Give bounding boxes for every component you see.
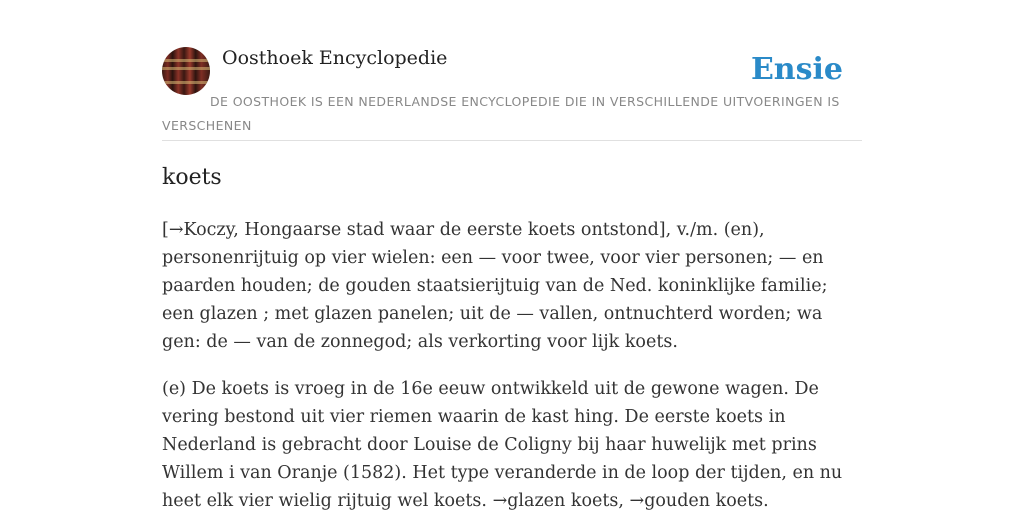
entry-description-text: (e) De koets is vroeg in de 16e eeuw ontwikkeld uit de gewone wagen. De vering bestond uit vier riemen waarin de kast hing. De eerste koets in Nederland is gebracht door Louise de Coligny bij haar huwelijk met prins Willem i van Oranje (1582). Het type veranderde in de loop der tijden, en nu heet elk vier wielig rijtuig wel koets. — [162, 379, 843, 511]
period: . — [763, 491, 769, 511]
site-title[interactable]: Oosthoek Encyclopedie — [222, 47, 448, 69]
site-tagline: DE OOSTHOEK IS EEN NEDERLANDSE ENCYCLOPEDIE DIE IN VERSCHILLENDE UITVOERINGEN IS VERSCHENEN — [162, 94, 840, 133]
entry-definition: [→Koczy, Hongaarse stad waar de eerste koets ontstond], v./m. (en), personenrijtuig op vier wielen: een — voor twee, voor vier personen; — en paarden houden; de gouden staatsierijtuig van de Ned. koninklijke familie; een glazen ; met glazen panelen; uit de — vallen, ontnuchterd worden; wa gen: de — van de zonnegod; als verkorting voor lijk koets. — [162, 220, 828, 352]
site-header — [162, 46, 862, 141]
encyclopedia-books-avatar[interactable] — [162, 47, 210, 95]
entry-description — [162, 375, 862, 512]
entry-content — [162, 160, 862, 512]
ensie-logo-link[interactable]: Ensie — [750, 52, 843, 87]
gouden-koets-link[interactable]: →gouden koets — [629, 491, 764, 511]
entry-title: koets — [162, 165, 222, 190]
glazen-koets-link[interactable]: →glazen koets — [492, 491, 619, 511]
separator: , — [618, 491, 630, 511]
